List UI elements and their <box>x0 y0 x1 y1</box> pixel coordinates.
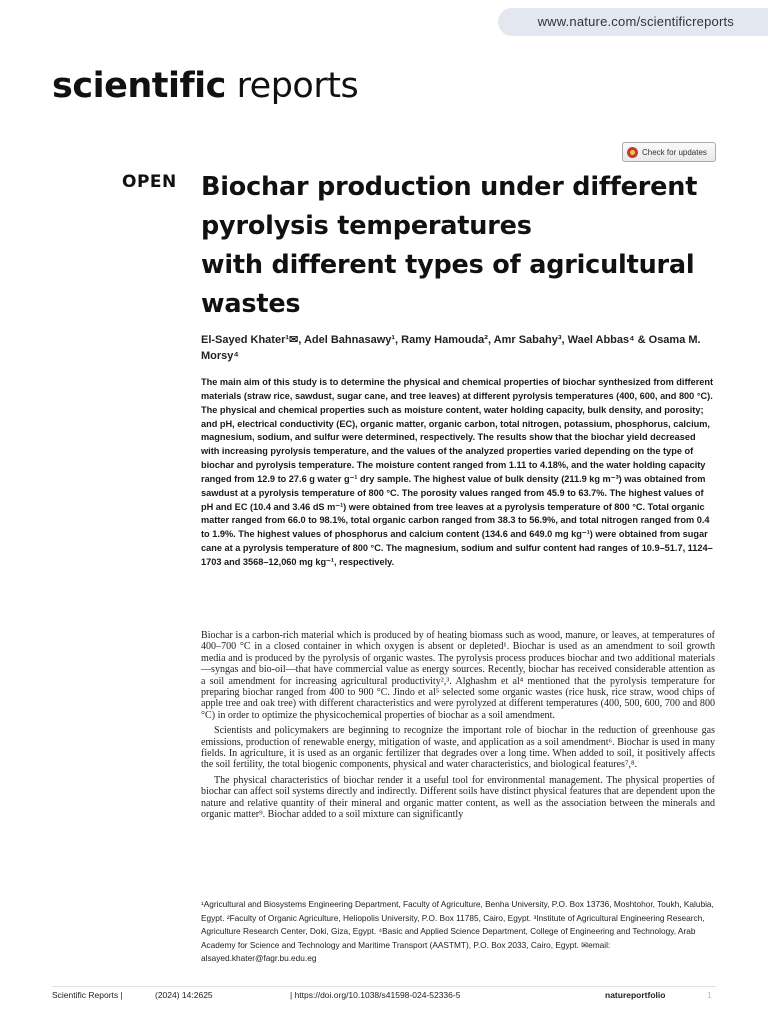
article-title <box>201 168 741 324</box>
journal-url[interactable]: www.nature.com/scientificreports <box>537 14 734 29</box>
paragraph-2: Scientists and policymakers are beginning to recognize the important role of biochar in the reduction of greenhouse gas emissions, production of renewable energy, mitigation of waste, and application as a soil amendment⁶. Biochar is used in many fields. In agriculture, it is used as an organic fertilizer that degrades over a long time. When added to soil, it positively affects the soil fertility, the total biogenic components, physical and water characteristics, and biological features⁷,⁸. <box>201 725 715 771</box>
abstract: The main aim of this study is to determine the physical and chemical properties of biochar synthesized from different materials (straw rice, sawdust, sugar cane, and tree leaves) at different pyrolysis temperatures (400, 600, and 800 °C). The physical and chemical properties such as moisture content, water holding capacity, bulk density, and porosity; and pH, electrical conductivity (EC), organic matter, organic carbon, total nitrogen, potassium, phosphorus, calcium, magnesium, sodium, and sulfur were determined, respectively. The results show that the biochar yield decreased with increasing pyrolysis temperature, and the values of the analyzed properties varied depending on the type of biochar and pyrolysis temperature. The moisture content ranged from 1.11 to 4.18%, and the water holding capacity ranged from 12.9 to 27.6 g water g⁻¹ dry sample. The highest value of bulk density (211.9 kg m⁻³) was obtained from sawdust at a pyrolysis temperature of 800 °C. The porosity values ranged from 45.9 to 63.7%. The highest values of pH and EC (10.4 and 3.46 dS m⁻¹) were obtained from tree leaves at a pyrolysis temperature of 800 °C. Total organic matter ranged from 66.0 to 98.1%, total organic carbon ranged from 38.3 to 56.9%, and total nitrogen ranged from 0.4 to 1.9%. The highest values of phosphorus and calcium content (134.6 and 649.0 mg kg⁻¹) were obtained from sugar cane at a pyrolysis temperature of 800 °C. The magnesium, sodium and sulfur content had ranges of 10.9–51.7, 1124–1703 and 3568–12,060 mg kg⁻¹, respectively. <box>201 377 714 567</box>
title-line-4: wastes <box>201 289 301 319</box>
title-line-2: pyrolysis temperatures <box>201 211 532 241</box>
footer-divider <box>52 986 716 987</box>
url-bar <box>0 0 768 42</box>
paragraph-1: Biochar is a carbon-rich material which is produced by of heating biomass such as wood, manure, or leaves, at temperatures of 400–700 °C in a closed container in which oxygen is absent or depleted¹. Biochar is used as an amendment to soil growth media and is produced by the pyrolysis of organic wastes. The pyrolysis process produces biochar and two additional materials—syngas and bio-oil—that have commercial value as energy sources. Recently, biochar has received considerable attention as a soil amendment for increasing agricultural productivity²,³. Alghashm et al⁴ mentioned that the pyrolysis temperature for preparing biochar ranged from 400 to 900 °C. Jindo et al⁵ selected some organic wastes (rice husk, rice straw, wood chips of apple tree and oak tree) with different characteristics and were pyrolyzed at different temperatures (400, 500, 600, 700 and 800 °C) in order to optimize the physicochemical properties of biochar as a soil amendment. <box>201 630 715 721</box>
paragraph-3: The physical characteristics of biochar render it a useful tool for environmental management. The physical properties of biochar can affect soil systems directly and indirectly. Different soils have distinct physical features that are dependent upon the nature and relative quantity of their mineral and organic matter content, as well as the association between the minerals and organic matter⁹. Biochar added to a soil mixture can significantly <box>201 774 715 821</box>
journal-logo-light: reports <box>225 66 359 106</box>
journal-logo <box>52 66 358 106</box>
author-list: El‑Sayed Khater¹✉, Adel Bahnasawy¹, Ramy Hamouda², Amr Sabahy³, Wael Abbas⁴ & Osama M. Morsy⁴ <box>201 334 701 362</box>
page-footer <box>52 990 720 1004</box>
check-for-updates-label: Check for updates <box>642 147 707 157</box>
page-number: 1 <box>707 990 712 1000</box>
check-for-updates-button[interactable] <box>622 142 716 162</box>
crossmark-icon <box>627 147 638 158</box>
title-line-3: with different types of agricultural <box>201 250 695 280</box>
title-line-1: Biochar production under different <box>201 172 698 202</box>
journal-logo-bold: scientific <box>52 66 226 106</box>
open-access-label: OPEN <box>122 172 177 192</box>
footer-citation: (2024) 14:2625 <box>155 990 213 1000</box>
affiliations: ¹Agricultural and Biosystems Engineering Department, Faculty of Agriculture, Benha University, P.O. Box 13736, Moshtohor, Toukh, Kalubia, Egypt. ²Faculty of Organic Agriculture, Heliopolis University, P.O. Box 11785, Cairo, Egypt. ³Institute of Agricultural Engineering Research, Agriculture Research Center, Doki, Giza, Egypt. ⁴Basic and Applied Science Department, College of Engineering and Technology, Arab Academy for Science and Technology and Maritime Transport (AASTMT), P.O. Box 2033, Cairo, Egypt. ✉email: alsayed.khater@fagr.bu.edu.eg <box>201 899 714 964</box>
footer-journal: Scientific Reports | <box>52 990 123 1000</box>
publisher-logo: natureportfolio <box>605 990 666 1000</box>
main-text <box>201 630 715 821</box>
footer-doi-link[interactable]: | https://doi.org/10.1038/s41598-024-52336-5 <box>290 990 461 1000</box>
